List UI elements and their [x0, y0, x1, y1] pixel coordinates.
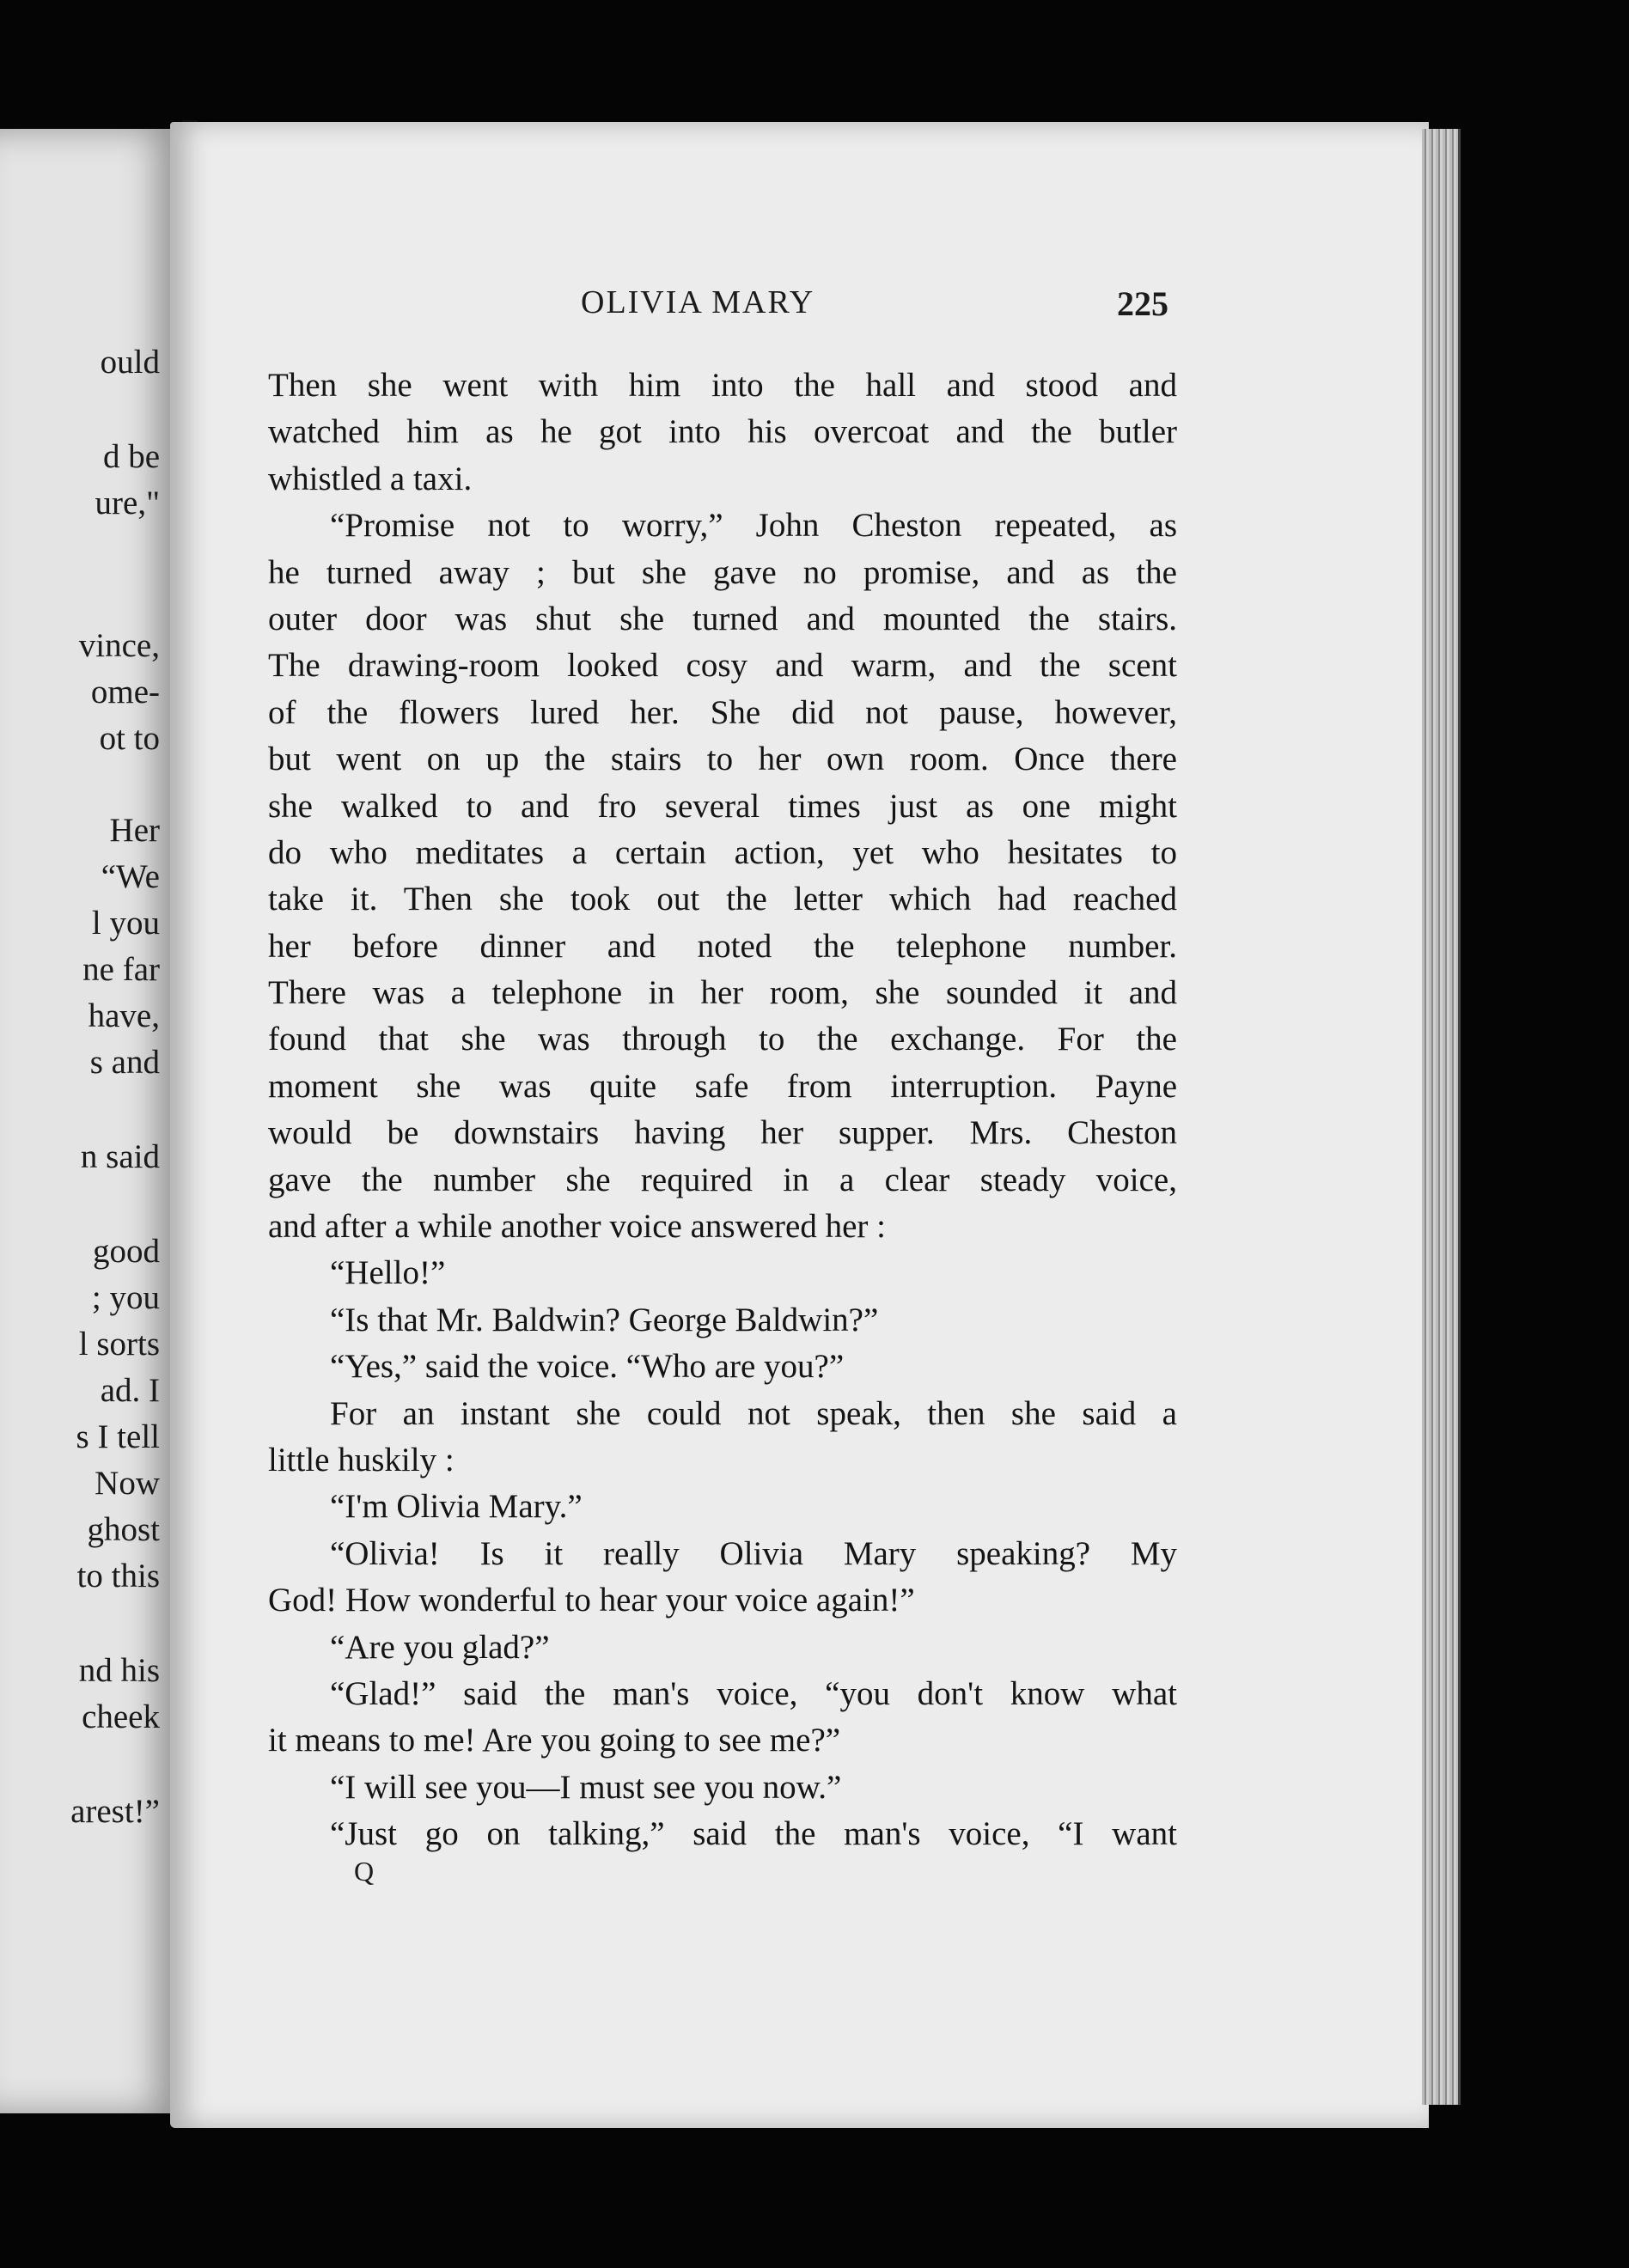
left-page-line: vince, [78, 627, 160, 664]
left-page-line: good [93, 1233, 160, 1270]
previous-page-edge [0, 129, 187, 2113]
text-line: “Olivia! Is it really Olivia Mary speaking? My [330, 1534, 1177, 1572]
text-line: “Glad!” said the man's voice, “you don't know what [330, 1674, 1177, 1712]
text-line: of the flowers lured her. She did not pause, however, [268, 693, 1177, 731]
left-page-line: cheek [82, 1698, 160, 1735]
text-line: Then she went with him into the hall and stood and [268, 367, 1177, 404]
left-page-line: ; you [91, 1279, 160, 1316]
text-line: he turned away ; but she gave no promise, and as the [268, 553, 1177, 591]
left-page-line: l sorts [78, 1326, 160, 1363]
page-edges [1422, 129, 1461, 2105]
left-page-line: s I tell [76, 1418, 160, 1455]
left-page-line: have, [88, 997, 160, 1034]
left-page-line: ould [100, 344, 160, 381]
running-title: OLIVIA MARY [581, 284, 815, 320]
text-line: “I'm Olivia Mary.” [330, 1488, 583, 1526]
left-page-line: ghost [87, 1511, 160, 1548]
left-page-line: ad. I [100, 1372, 160, 1409]
text-line: little huskily : [268, 1441, 455, 1478]
left-page-line: to this [76, 1558, 160, 1594]
left-page-line: n said [80, 1138, 160, 1175]
text-line: but went on up the stairs to her own room. Once there [268, 741, 1177, 778]
page-number: 225 [1117, 284, 1168, 323]
text-line: “Promise not to worry,” John Cheston repeated, as [330, 507, 1177, 545]
text-line: her before dinner and noted the telephone number. [268, 927, 1177, 965]
left-page-line: arest!” [70, 1793, 160, 1830]
left-page-line: Now [95, 1465, 160, 1502]
left-page-line: Her [109, 812, 160, 849]
body-text [268, 363, 1177, 1858]
text-line: “Just go on talking,” said the man's voice, “I want [330, 1815, 1177, 1853]
left-page-line: ne far [82, 951, 160, 988]
text-line: whistled a taxi. [268, 460, 473, 497]
text-line: do who meditates a certain action, yet who hesitates to [268, 833, 1177, 871]
text-line: she walked to and fro several times just as one might [268, 787, 1177, 825]
left-page-line: nd his [78, 1652, 160, 1689]
text-line: God! How wonderful to hear your voice again!” [268, 1582, 915, 1619]
text-line: gave the number she required in a clear steady voice, [268, 1161, 1177, 1198]
text-line: it means to me! Are you going to see me?” [268, 1722, 841, 1759]
left-page-line: ot to [99, 720, 160, 757]
text-line: would be downstairs having her supper. Mrs. Cheston [268, 1114, 1177, 1152]
text-line: “I will see you—I must see you now.” [330, 1768, 842, 1806]
text-line: “Are you glad?” [330, 1628, 550, 1666]
text-line: outer door was shut she turned and mounted the stairs. [268, 600, 1177, 637]
text-line: found that she was through to the exchange. For the [268, 1021, 1177, 1058]
text-line: “Is that Mr. Baldwin? George Baldwin?” [330, 1301, 879, 1338]
text-line: and after a while another voice answered her : [268, 1208, 886, 1246]
left-page-line: “We [101, 858, 160, 895]
text-line: “Yes,” said the voice. “Who are you?” [330, 1348, 845, 1386]
text-line: For an instant she could not speak, then she said a [330, 1394, 1177, 1432]
text-line: The drawing-room looked cosy and warm, and the scent [268, 647, 1177, 685]
signature-mark: Q [354, 1856, 375, 1887]
left-page-line: l you [91, 905, 160, 942]
text-line: There was a telephone in her room, she sounded it and [268, 974, 1177, 1012]
text-line: “Hello!” [330, 1254, 446, 1292]
text-line: moment she was quite safe from interruption. Payne [268, 1067, 1177, 1105]
text-line: take it. Then she took out the letter which had reached [268, 881, 1177, 918]
left-page-line: ome- [90, 674, 160, 710]
left-page-line: d be [102, 438, 160, 475]
left-page-line: ure," [95, 485, 160, 521]
text-line: watched him as he got into his overcoat and the butler [268, 413, 1177, 451]
left-page-line: s and [89, 1044, 160, 1081]
